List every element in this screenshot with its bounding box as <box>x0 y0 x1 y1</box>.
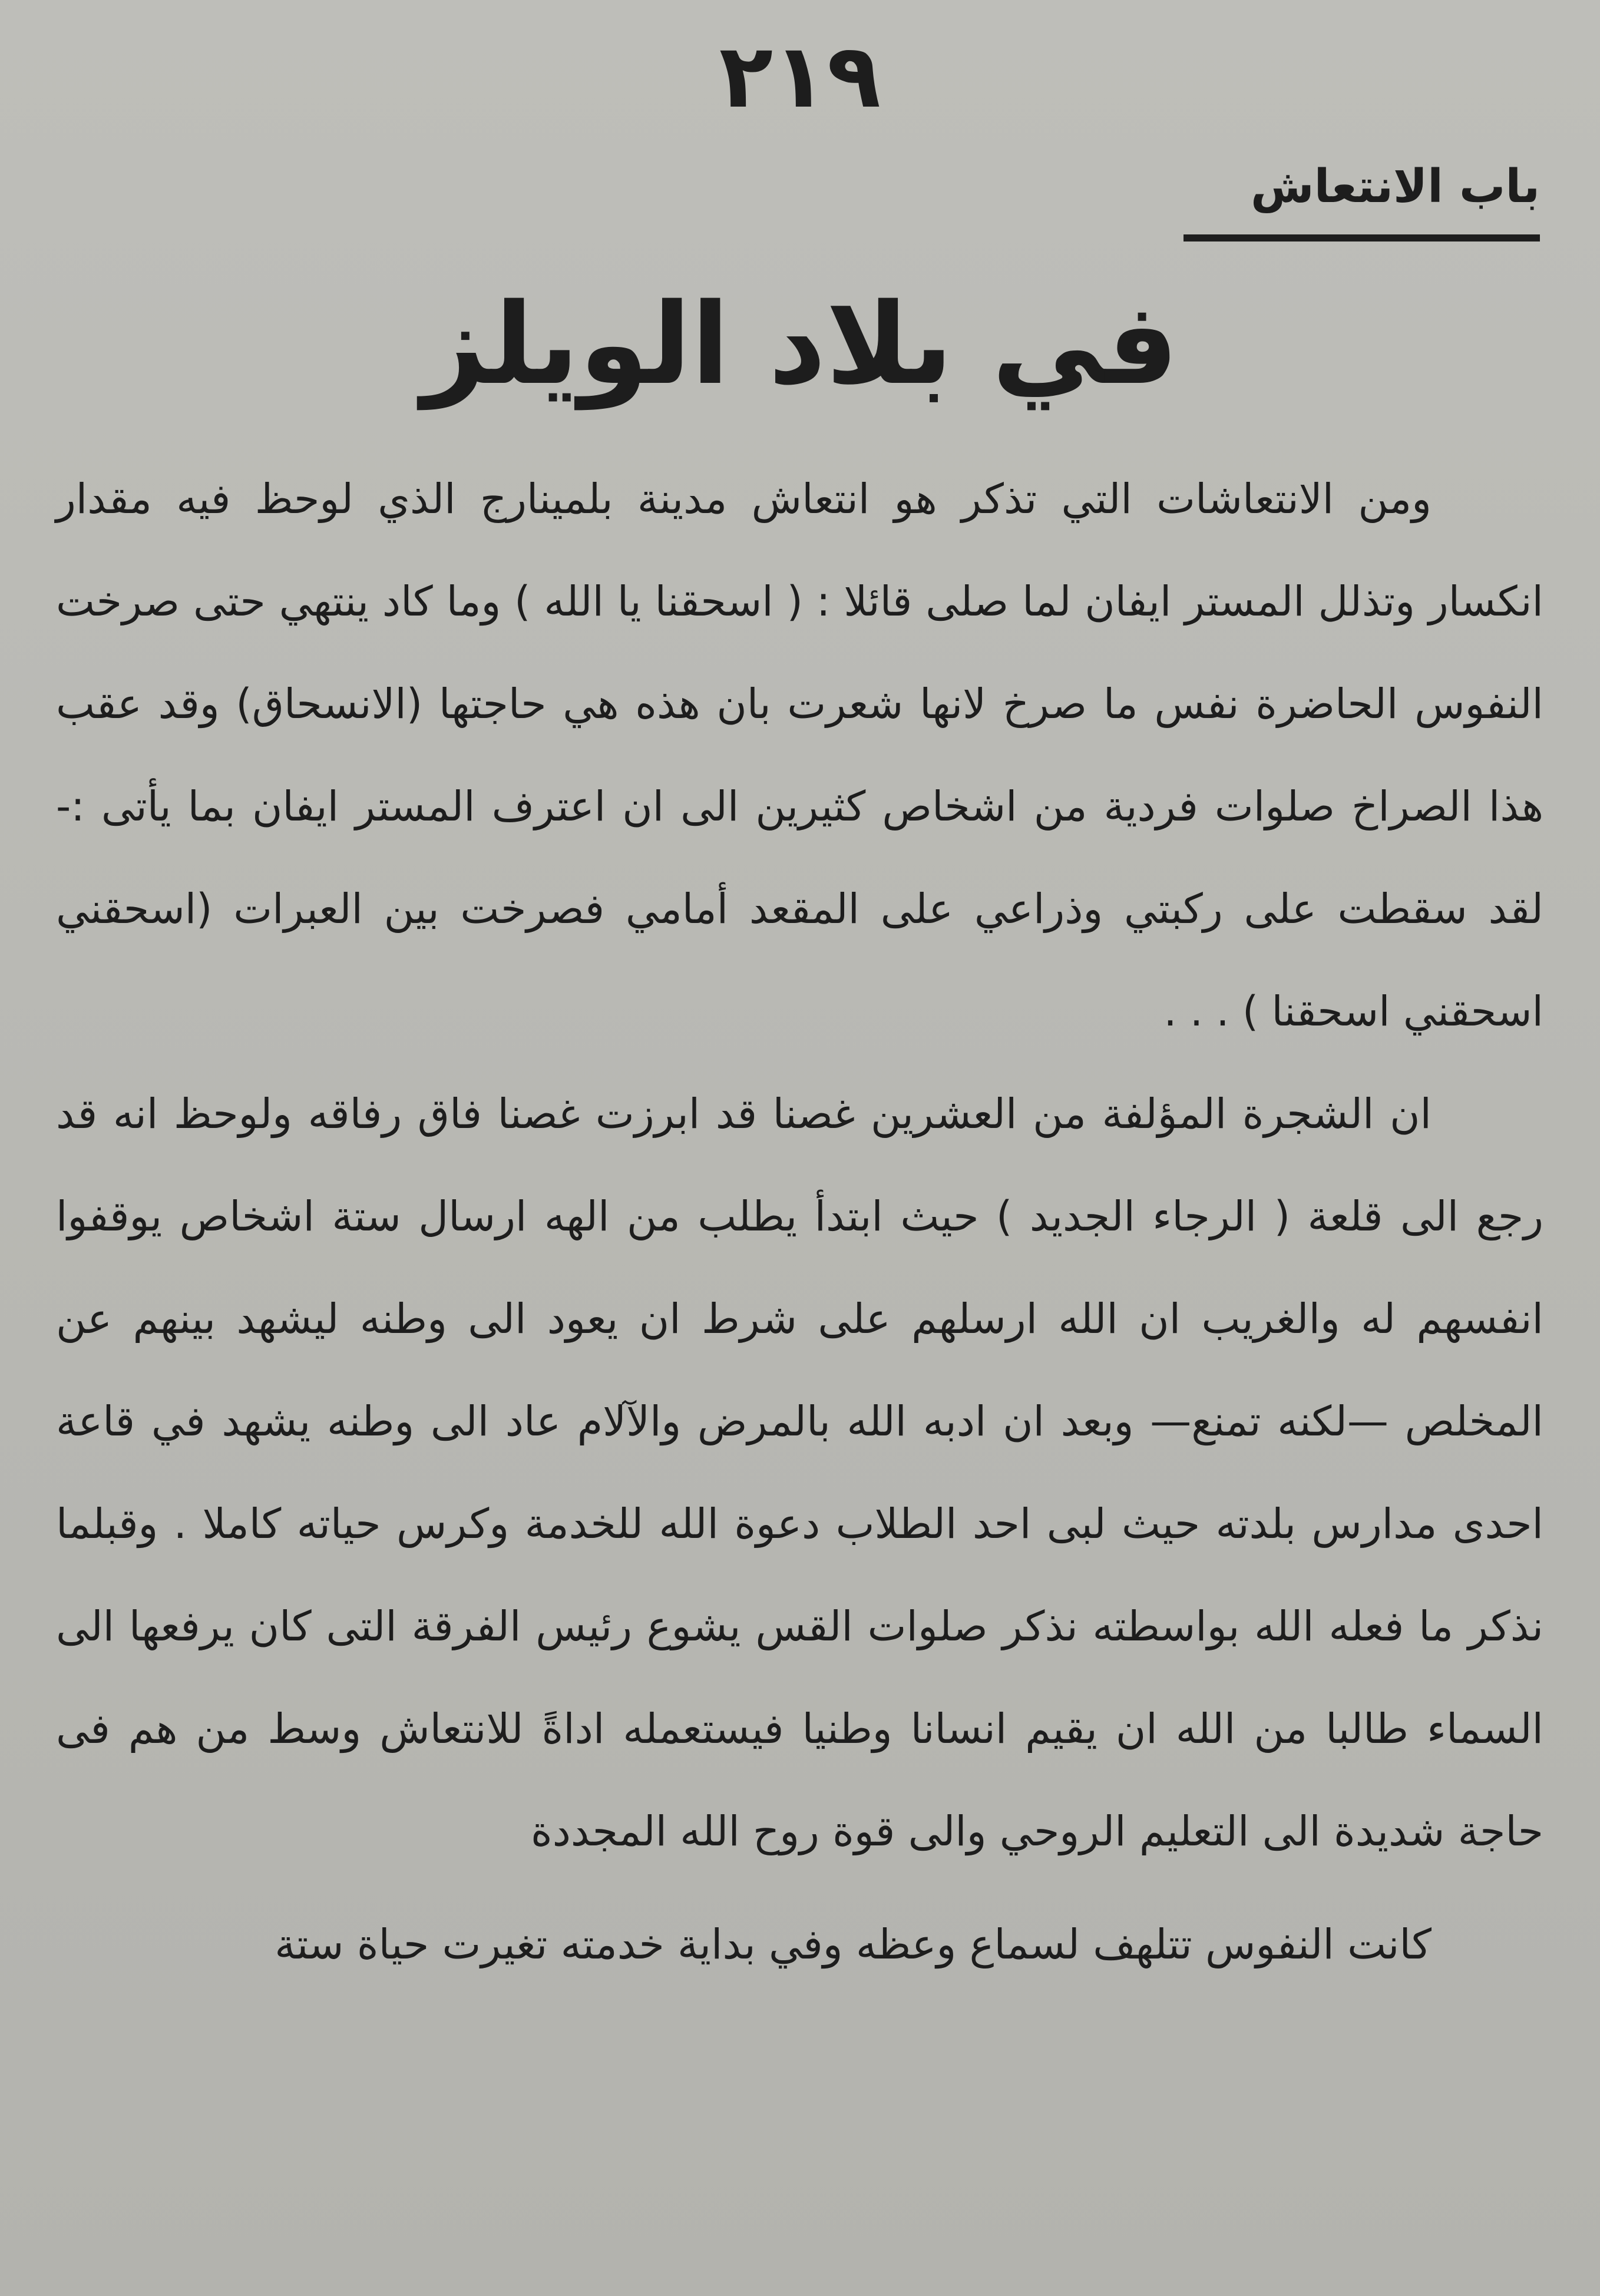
paragraph-3: كانت النفوس تتلهف لسماع وعظه وفي بداية خدمته تغيرت حياة ستة <box>275 1920 1432 1969</box>
page-number: ٢١٩ <box>719 25 881 128</box>
paragraph-1: ومن الانتعاشات التي تذكر هو انتعاش مدينة بلمينارج الذي لوحظ فيه مقدار انكسار وتذلل المستر ايفان لما صلى قائلا : ( اسحقنا يا الله ) وما كاد ينتهي حتى صرخت النفوس الحاضرة نفس ما صرخ لانها شعرت بان هذه هي حاجتها (الانسحاق) وقد عقب هذا الصراخ صلوات فردية من اشخاص كثيرين الى ان اعترف المستر ايفان بما يأتى :- لقد سقطت على ركبتي وذراعي على المقعد أمامي فصرخت بين العبرات (اسحقني اسحقني اسحقنا ) . . . <box>56 475 1543 1035</box>
section-underline <box>1184 234 1540 241</box>
article-title: في بلاد الويلز <box>421 279 1179 409</box>
paragraph-2: ان الشجرة المؤلفة من العشرين غصنا قد ابرزت غصنا فاق رفاقه ولوحظ انه قد رجع الى قلعة ( الرجاء الجديد ) حيث ابتدأ يطلب من الهه ارسال ستة اشخاص يوقفوا انفسهم له والغريب ان الله ارسلهم على شرط ان يعود الى وطنه ليشهد بينهم عن المخلص —لكنه تمنع— وبعد ان ادبه الله بالمرض والآلام عاد الى وطنه يشهد في قاعة احدى مدارس بلدته حيث لبى احد الطلاب دعوة الله للخدمة وكرس حياته كاملا . وقبلما نذكر ما فعله الله بواسطته نذكر صلوات القس يشوع رئيس الفرقة التى كان يرفعها الى السماء طالبا من الله ان يقيم انسانا وطنيا فيستعمله اداةً للانتعاش وسط من هم فى حاجة شديدة الى التعليم الروحي والى قوة روح الله المجددة <box>56 1090 1543 1855</box>
article-body <box>56 448 1543 1996</box>
section-label: باب الانتعاش <box>1250 160 1540 213</box>
